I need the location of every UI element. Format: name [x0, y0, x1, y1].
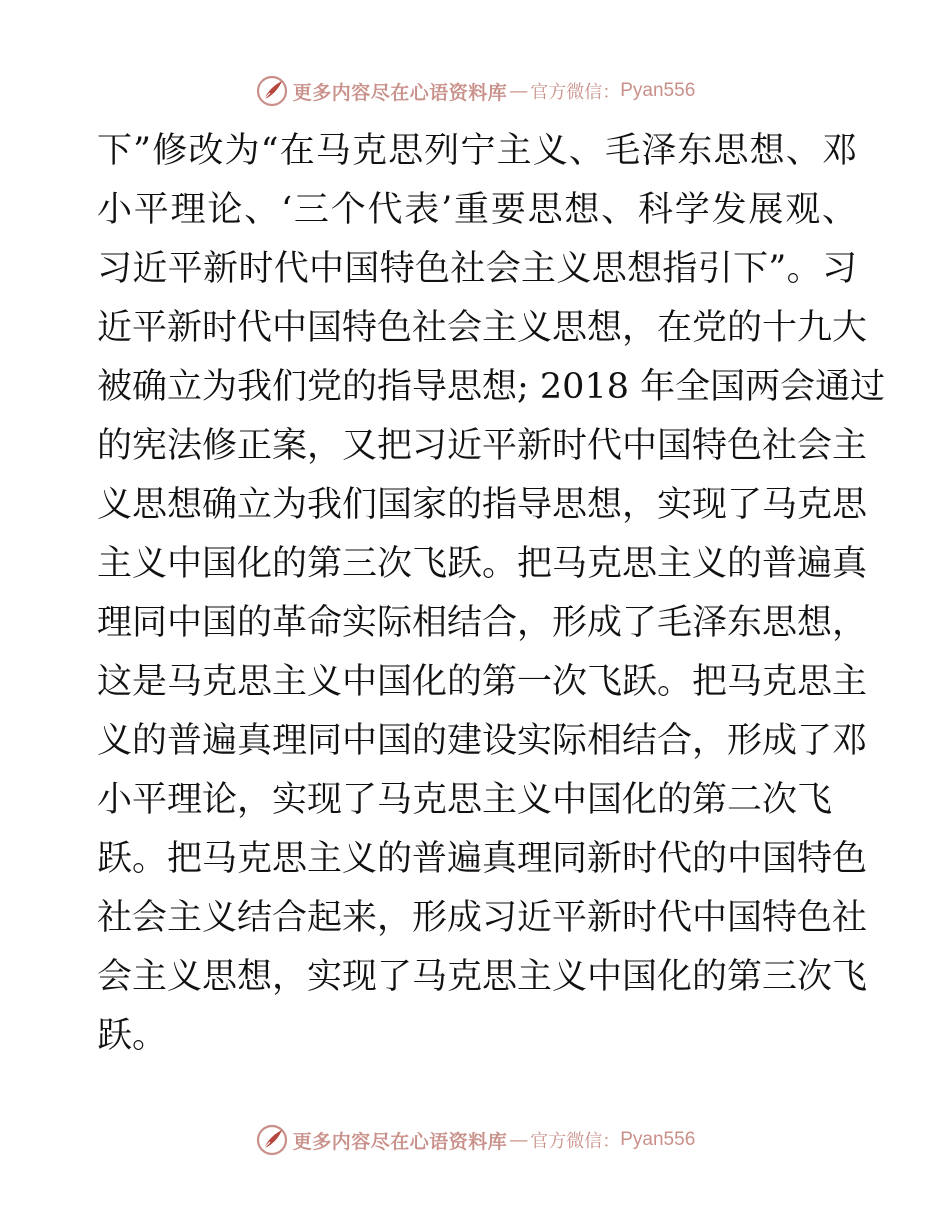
body-line: 跃。	[97, 1016, 168, 1056]
footer-wechat-label: 官方微信：	[530, 1131, 621, 1152]
footer-banner-dash: —	[509, 1129, 529, 1151]
header-banner	[0, 71, 950, 111]
header-wechat-label: 官方微信：	[530, 82, 621, 103]
footer-banner-text: 更多内容尽在心语资料库	[292, 1130, 508, 1153]
body-line: 下”修改为“在马克思列宁主义、毛泽东思想、邓	[97, 131, 857, 171]
header-banner-dash: —	[509, 80, 529, 102]
body-line: 义的普遍真理同中国的建设实际相结合，形成了邓	[97, 721, 868, 761]
body-line: 小平理论，实现了马克思主义中国化的第二次飞	[97, 780, 833, 820]
quill-logo-icon	[255, 74, 289, 108]
header-wechat-id: Pyan556	[620, 80, 696, 101]
body-line: 跃。把马克思主义的普遍真理同新时代的中国特色	[97, 839, 868, 879]
header-banner-text: 更多内容尽在心语资料库	[292, 81, 508, 104]
footer-banner	[0, 1120, 950, 1160]
body-line: 社会主义结合起来，形成习近平新时代中国特色社	[97, 898, 868, 938]
body-line: 被确立为我们党的指导思想; 2018 年全国两会通过	[97, 367, 886, 407]
footer-wechat-id: Pyan556	[620, 1129, 696, 1150]
body-line: 会主义思想，实现了马克思主义中国化的第三次飞	[97, 957, 868, 997]
body-line: 理同中国的革命实际相结合，形成了毛泽东思想，	[97, 603, 868, 643]
body-line: 习近平新时代中国特色社会主义思想指引下”。习	[97, 249, 857, 289]
body-line: 近平新时代中国特色社会主义思想，在党的十九大	[97, 308, 868, 348]
body-line: 主义中国化的第三次飞跃。把马克思主义的普遍真	[97, 544, 868, 584]
body-line: 小平理论、‘三个代表’重要思想、科学发展观、	[97, 190, 857, 230]
document-body	[97, 122, 886, 1066]
body-line: 这是马克思主义中国化的第一次飞跃。把马克思主	[97, 662, 868, 702]
quill-logo-icon	[255, 1123, 289, 1157]
body-line: 的宪法修正案，又把习近平新时代中国特色社会主	[97, 426, 868, 466]
body-line: 义思想确立为我们国家的指导思想，实现了马克思	[97, 485, 868, 525]
